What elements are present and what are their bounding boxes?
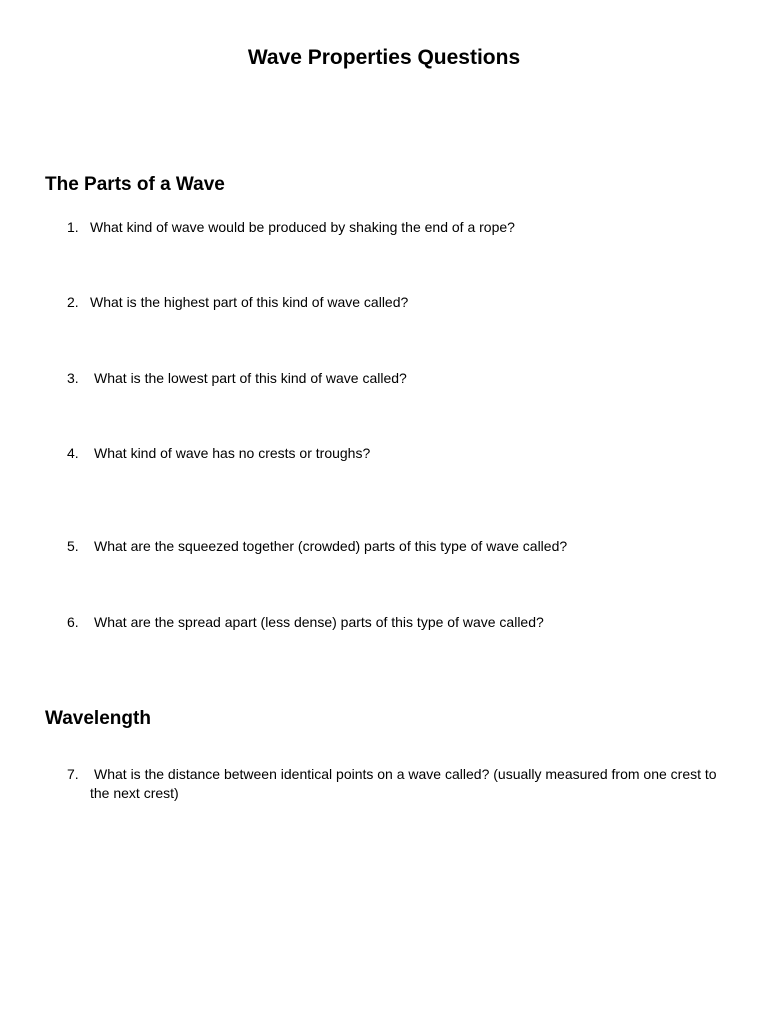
question-number: 3. [67, 370, 79, 386]
question-text: What is the highest part of this kind of wave called? [90, 294, 409, 310]
question-text: What are the spread apart (less dense) parts of this type of wave called? [94, 614, 544, 630]
question-number: 5. [67, 538, 79, 554]
question-number: 1. [67, 219, 79, 235]
question-number: 4. [67, 445, 79, 461]
question-text: What is the distance between identical points on a wave called? (usually measured from one crest to the next crest) [90, 766, 717, 801]
question-number: 2. [67, 294, 79, 310]
question-6 [67, 613, 727, 632]
question-3 [67, 369, 727, 388]
question-number: 7. [67, 766, 79, 782]
question-text: What kind of wave would be produced by shaking the end of a rope? [90, 219, 515, 235]
question-2 [67, 293, 727, 312]
question-1 [67, 218, 727, 237]
question-text: What is the lowest part of this kind of wave called? [94, 370, 407, 386]
section-heading-wavelength: Wavelength [45, 708, 151, 729]
question-7 [67, 765, 727, 803]
question-5 [67, 537, 727, 556]
question-4 [67, 444, 727, 463]
section-heading-parts-of-a-wave: The Parts of a Wave [45, 174, 225, 195]
question-text: What are the squeezed together (crowded) parts of this type of wave called? [94, 538, 568, 554]
question-number: 6. [67, 614, 79, 630]
page-title: Wave Properties Questions [247, 46, 521, 69]
question-text: What kind of wave has no crests or troughs? [94, 445, 371, 461]
